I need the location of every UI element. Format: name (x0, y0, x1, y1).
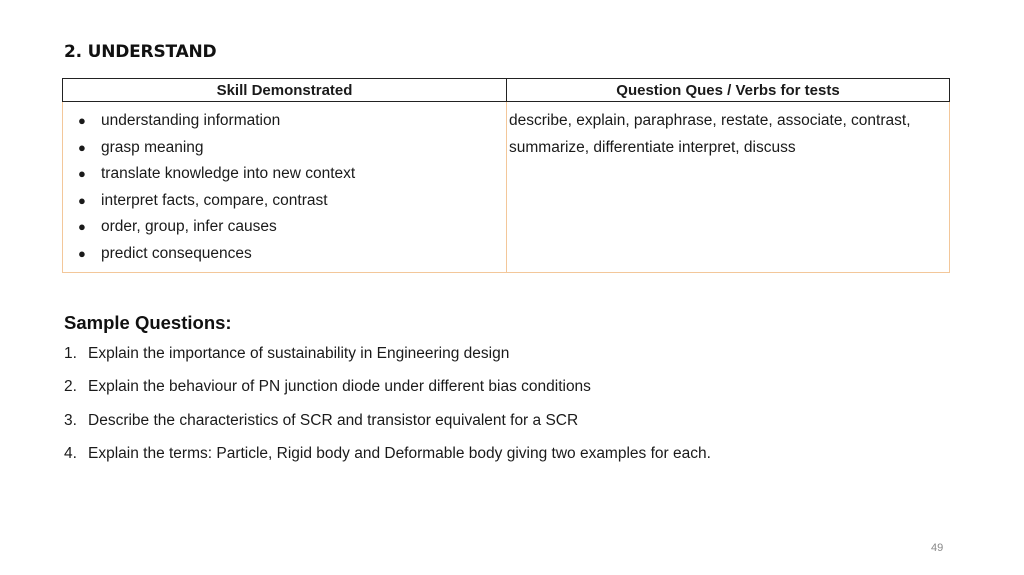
skill-text: interpret facts, compare, contrast (101, 191, 328, 209)
skill-text: order, group, infer causes (101, 218, 277, 236)
question-item (64, 407, 711, 440)
list-item (78, 135, 506, 162)
skill-text: understanding information (101, 112, 281, 129)
question-number: 4. (64, 444, 77, 462)
skills-table (62, 78, 950, 273)
bullet-icon: ● (78, 113, 86, 128)
header-verbs: Question Ques / Verbs for tests (507, 79, 950, 102)
bullet-icon: ● (78, 139, 86, 155)
bullet-icon: ● (78, 245, 86, 261)
list-item (78, 161, 506, 188)
question-number: 2. (64, 378, 77, 396)
skills-cell (63, 102, 507, 273)
question-number: 3. (64, 411, 77, 429)
list-item (78, 108, 506, 135)
page-number: 49 (931, 542, 944, 554)
verbs-text: describe, explain, paraphrase, restate, associate, contrast, summarize, differentiate interpret, discuss (509, 112, 911, 156)
skill-text: grasp meaning (101, 138, 204, 156)
header-skill: Skill Demonstrated (63, 79, 507, 102)
question-text: Explain the importance of sustainability in Engineering design (88, 345, 510, 362)
bullet-icon: ● (78, 219, 86, 235)
question-text: Explain the behaviour of PN junction diode under different bias conditions (88, 378, 591, 396)
list-item (78, 241, 506, 268)
list-item (78, 214, 506, 241)
skill-text: translate knowledge into new context (101, 165, 356, 183)
skills-list (63, 102, 506, 272)
question-item (64, 440, 711, 473)
question-item (64, 340, 711, 373)
verbs-cell (507, 102, 950, 273)
question-text: Explain the terms: Particle, Rigid body and Deformable body giving two examples for each. (88, 444, 711, 462)
sample-questions-title: Sample Questions: (64, 312, 232, 333)
section-heading: 2. UNDERSTAND (64, 42, 217, 62)
bullet-icon: ● (78, 192, 86, 208)
question-item (64, 373, 711, 406)
sample-questions-list (64, 340, 711, 473)
list-item (78, 188, 506, 215)
bullet-icon: ● (78, 166, 86, 182)
question-number: 1. (64, 345, 77, 362)
question-text: Describe the characteristics of SCR and transistor equivalent for a SCR (88, 411, 579, 429)
skill-text: predict consequences (101, 244, 252, 262)
